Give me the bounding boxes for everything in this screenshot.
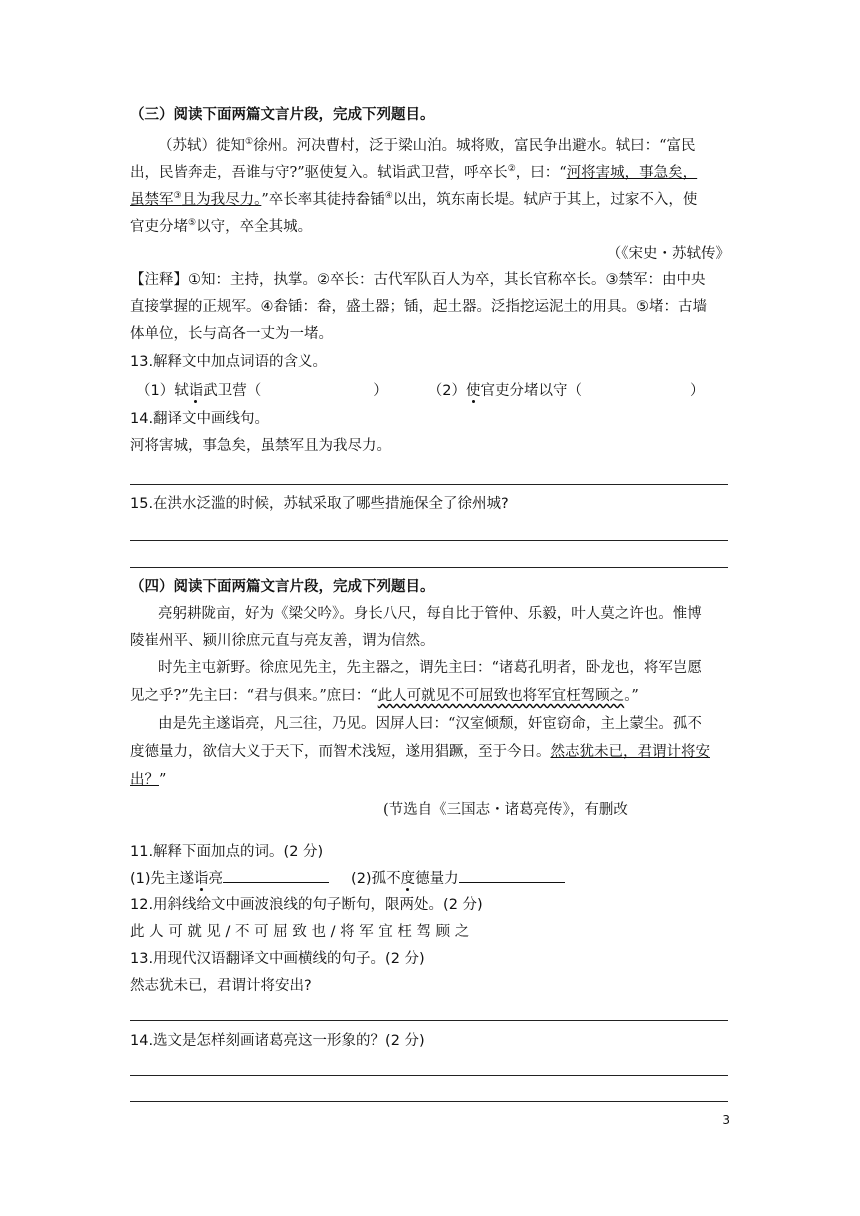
- question-13b-text: 然志犹未已，君谓计将安出?: [130, 978, 312, 994]
- text-span: 度德量力，欲信大义于天下，而智术浅短，遂用猖蹶，至于今日。: [130, 744, 551, 760]
- text-span: ”: [159, 772, 167, 788]
- question-12-answer: 此 人 可 就 见 / 不 可 屈 致 也 / 将 军 宜 枉 驾 顾 之: [130, 924, 470, 940]
- text-span: 且为我尽力。: [181, 192, 262, 208]
- wavy-underlined-sentence: 此人可就见不可屈致也将军宜枉驾顾之: [377, 688, 625, 704]
- text-span: 武卫营（: [203, 383, 262, 399]
- question-13b-prompt: 13.用现代汉语翻译文中画横线的句子。(2 分): [130, 951, 425, 967]
- text-span: （2）: [427, 383, 466, 399]
- underlined-sentence: [130, 192, 261, 208]
- passage-4-line-2: 陵崔州平、颍川徐庶元直与亮友善，谓为信然。: [130, 633, 435, 649]
- text-span: 以出，筑东南长堤。轼庐于其上，过家不入，使: [392, 192, 698, 208]
- text-span: ，曰：“: [515, 165, 567, 181]
- text-span: ”卒长率其徒持畚锸: [261, 192, 385, 208]
- text-span: 见之乎?”先主曰：“君与俱来。”庶曰：“: [130, 688, 378, 704]
- question-11-items: [130, 868, 730, 889]
- passage-3-line-2: [130, 163, 730, 183]
- text-span: （苏轼）徙知: [158, 138, 245, 154]
- text-span: （1）轼: [136, 383, 189, 399]
- page-number: 3: [722, 1113, 730, 1127]
- note-mark: ①: [245, 137, 254, 148]
- note-mark: ⑤: [188, 218, 197, 229]
- passage-4-line-5: 由是先主遂诣亮，凡三往，乃见。因屏人曰：“汉室倾颓，奸宦窃命，主上蒙尘。孤不: [158, 716, 702, 732]
- answer-line[interactable]: [130, 1075, 728, 1076]
- dotted-word: 诣: [188, 383, 204, 399]
- answer-line[interactable]: [130, 1101, 728, 1102]
- dotted-word: 诣: [194, 871, 209, 887]
- passage-3-line-3: [130, 190, 730, 210]
- question-12-prompt: 12.用斜线给文中画波浪线的句子断句，限两处。(2 分): [130, 897, 483, 913]
- passage-4-line-3: 时先主屯新野。徐庶见先主，先主器之，谓先主曰：“诸葛孔明者，卧龙也，将军岂愿: [158, 660, 702, 676]
- passage-3-line-4: [130, 217, 730, 237]
- notes-line-3: 体单位，长与高各一丈为一堵。: [130, 326, 333, 342]
- passage-4-line-1: 亮躬耕陇亩，好为《梁父吟》。身长八尺，每自比于管仲、乐毅，叶人莫之许也。惟博: [158, 606, 702, 622]
- passage-3-source: （《宋史・苏轼传》: [606, 246, 730, 262]
- question-13-prompt: 13.解释文中加点词语的含义。: [130, 354, 328, 370]
- note-mark: ②: [507, 164, 516, 175]
- answer-blank[interactable]: [459, 868, 565, 883]
- question-14-prompt: 14.翻译文中画线句。: [130, 411, 270, 427]
- question-15-prompt: 15.在洪水泛滥的时候，苏轼采取了哪些措施保全了徐州城?: [130, 496, 509, 512]
- answer-line[interactable]: [130, 484, 728, 485]
- text-span: 官吏分堵以守（: [480, 383, 582, 399]
- text-span: 亮: [208, 871, 224, 887]
- answer-blank[interactable]: [223, 868, 329, 883]
- text-span: 徐州。河决曹村，泛于梁山泊。城将败，富民争出避水。轼曰：“富民: [253, 138, 696, 154]
- notes-line-1: 【注释】①知：主持，执掌。②卒长：古代军队百人为卒，其长官称卒长。③禁军：由中央: [130, 272, 706, 288]
- passage-4-line-7: [130, 770, 730, 790]
- text-span: 出，民皆奔走，吾谁与守?”驱使复入。轼诣武卫营，呼卒长: [130, 165, 508, 181]
- dotted-word: 度: [400, 871, 416, 887]
- underlined-sentence: 然志犹未已，君谓计将安: [550, 744, 710, 760]
- text-span: 。”: [624, 688, 639, 704]
- question-14-text: 河将害城，事急矣，虽禁军且为我尽力。: [130, 438, 391, 454]
- text-span: (1)先主遂: [130, 871, 195, 887]
- dotted-word: 使: [465, 383, 481, 399]
- question-11-prompt: 11.解释下面加点的词。(2 分): [130, 844, 324, 860]
- answer-line[interactable]: [130, 1020, 728, 1021]
- text-span: ）: [373, 383, 388, 399]
- passage-4-line-4: [130, 686, 730, 706]
- text-span: 虽禁军: [130, 192, 174, 208]
- text-span: 以守，卒全其城。: [196, 219, 313, 235]
- notes-line-2: 直接掌握的正规军。④畚锸：畚，盛土器；锸，起土器。泛指挖运泥土的用具。⑤堵：古墙: [130, 299, 707, 315]
- question-14b-prompt: 14.选文是怎样刻画诸葛亮这一形象的？(2 分): [130, 1033, 425, 1049]
- underlined-sentence: 出？: [130, 772, 159, 788]
- underlined-sentence: 河将害城，事急矣，: [566, 165, 698, 181]
- section-4-heading: （四）阅读下面两篇文言片段，完成下列题目。: [130, 579, 435, 595]
- section-3-heading: （三）阅读下面两篇文言片段，完成下列题目。: [130, 107, 435, 123]
- passage-4-line-6: [130, 742, 730, 762]
- text-span: (2)孤不: [351, 871, 401, 887]
- text-span: 官吏分堵: [130, 219, 188, 235]
- text-span: 德量力: [415, 871, 459, 887]
- passage-3-line-1: [158, 136, 758, 156]
- answer-line[interactable]: [130, 540, 728, 541]
- answer-line[interactable]: [130, 567, 728, 568]
- text-span: ）: [689, 383, 705, 399]
- passage-4-source: (节选自《三国志・诸葛亮传》，有删改: [383, 802, 628, 818]
- question-13-items: [136, 381, 736, 401]
- note-mark: ④: [384, 191, 393, 202]
- note-mark: ③: [173, 191, 182, 202]
